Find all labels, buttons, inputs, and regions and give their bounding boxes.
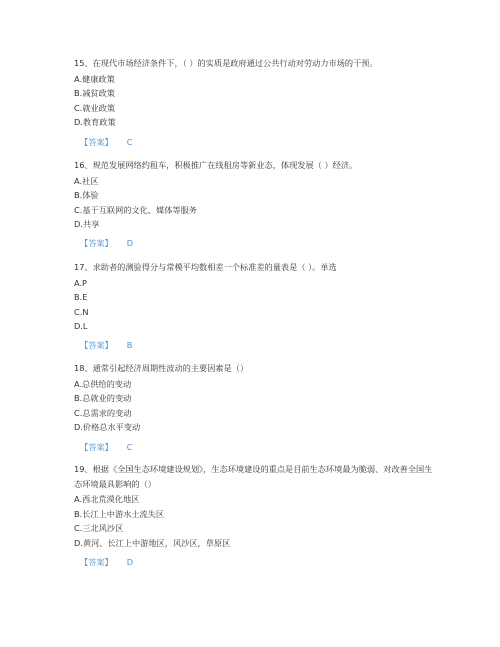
question-stem: 18、通常引起经济周期性波动的主要因素是（） xyxy=(74,363,249,373)
option-a: A.西北荒漠化地区 xyxy=(74,494,140,505)
answer-value: C xyxy=(126,137,133,147)
answer-value: D xyxy=(126,557,134,567)
answer-label: 【答案】 xyxy=(80,137,113,147)
answer-18 xyxy=(80,442,132,453)
option-b: B.总就业的变动 xyxy=(74,393,132,404)
answer-19 xyxy=(80,557,133,568)
option-c: C.就业政策 xyxy=(74,102,116,113)
answer-16 xyxy=(80,238,133,249)
option-b: B.体验 xyxy=(74,190,99,201)
option-a: A.社区 xyxy=(74,175,99,186)
answer-17 xyxy=(80,340,132,351)
option-a: A.健康政策 xyxy=(74,73,115,84)
option-b: B.减贫政策 xyxy=(74,88,115,99)
option-a: A.总供给的变动 xyxy=(74,378,132,389)
question-stem: 17、求助者的测验得分与常模平均数相差一个标准差的量表是（ ）。单选 xyxy=(74,262,337,272)
answer-value: D xyxy=(126,238,134,248)
option-c: C.三北风沙区 xyxy=(74,523,124,534)
question-stem: 15、在现代市场经济条件下，（ ）的实质是政府通过公共行动对劳动力市场的干预。 xyxy=(74,58,378,68)
option-d: D.价格总水平变动 xyxy=(74,422,141,433)
option-b: B.长江上中游水土流失区 xyxy=(74,508,165,519)
option-d: D.L xyxy=(74,321,88,332)
answer-label: 【答案】 xyxy=(80,557,113,567)
question-18 xyxy=(74,361,434,435)
option-d: D.黄河、长江上中游地区，风沙区，草原区 xyxy=(74,537,231,548)
answer-label: 【答案】 xyxy=(80,340,113,350)
option-d: D.教育政策 xyxy=(74,117,116,128)
answer-label: 【答案】 xyxy=(80,442,113,452)
option-c: C.总需求的变动 xyxy=(74,407,132,418)
question-15 xyxy=(74,56,434,130)
question-17 xyxy=(74,260,434,334)
question-16 xyxy=(74,158,434,232)
answer-value: B xyxy=(126,340,133,350)
option-a: A.P xyxy=(74,277,87,288)
option-c: C.基于互联网的文化、媒体等服务 xyxy=(74,204,197,215)
question-stem: 19、根据《全国生态环境建设规划》，生态环境建设的重点是目前生态环境最为脆弱、对改善全国生态环境最具影响的（） xyxy=(74,464,433,489)
option-b: B.E xyxy=(74,292,88,303)
option-c: C.N xyxy=(74,306,89,317)
option-d: D.共享 xyxy=(74,219,100,230)
answer-15 xyxy=(80,137,132,148)
question-19 xyxy=(74,462,434,551)
answer-value: C xyxy=(126,442,133,452)
answer-label: 【答案】 xyxy=(80,238,113,248)
question-stem: 16、规范发展网络约租车，积极推广在线租房等新业态，体现发展（ ）经济。 xyxy=(74,160,358,170)
